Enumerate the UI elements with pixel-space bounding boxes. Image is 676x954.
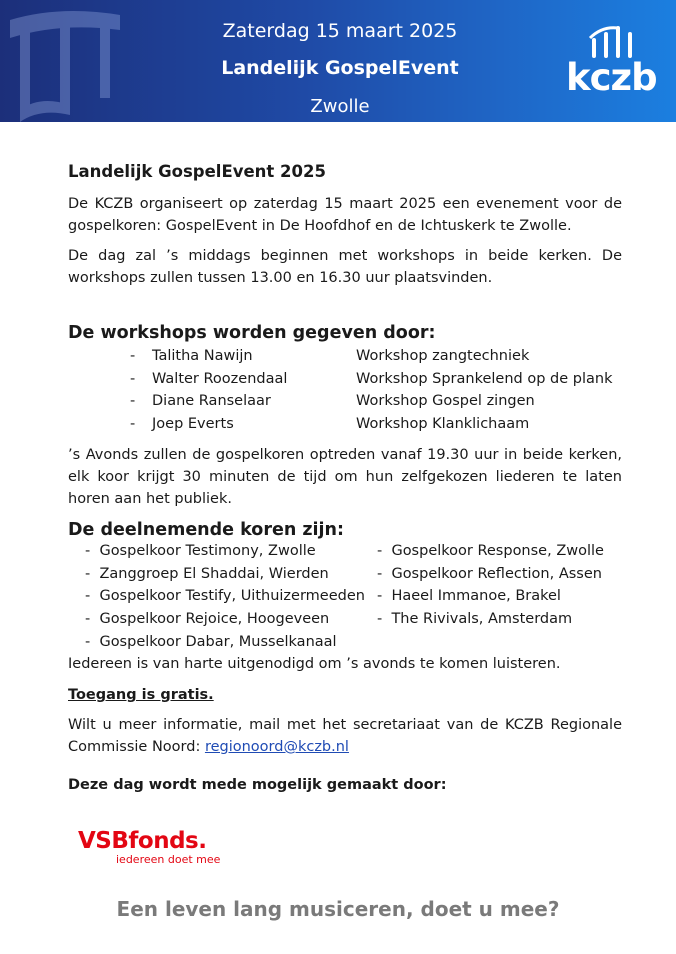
choir-name: Gospelkoor Dabar, Musselkanaal bbox=[99, 634, 337, 650]
choir-item: - Gospelkoor Testimony, Zwolle bbox=[85, 543, 316, 559]
kczb-logo-notes-icon bbox=[566, 24, 662, 60]
list-dash: - bbox=[130, 416, 136, 432]
workshop-topic: Workshop Sprankelend op de plank bbox=[356, 371, 613, 387]
choir-list bbox=[68, 540, 622, 652]
choir-name: Haeel Immanoe, Brakel bbox=[391, 588, 561, 604]
choir-name: Gospelkoor Testimony, Zwolle bbox=[99, 543, 316, 559]
workshop-time-paragraph: De dag zal ’s middags beginnen met workshops in beide kerken. De workshops zullen tussen 13.00 en 16.30 uur plaatsvinden. bbox=[68, 248, 622, 286]
workshop-teacher: Diane Ranselaar bbox=[152, 393, 271, 409]
vsb-text: VSB bbox=[78, 828, 129, 854]
evening-paragraph: ’s Avonds zullen de gospelkoren optreden vanaf 19.30 uur in beide kerken, elk koor krijgt 30 minuten de tijd om hun zelfgekozen liederen te laten horen aan het publiek. bbox=[68, 447, 622, 507]
kczb-logo bbox=[566, 24, 662, 98]
choir-item: - Gospelkoor Testify, Uithuizermeeden bbox=[85, 588, 365, 604]
fonds-text: fonds. bbox=[128, 828, 207, 854]
list-dash: - bbox=[130, 371, 136, 387]
workshop-item bbox=[68, 368, 622, 390]
info-text: Wilt u meer informatie, mail met het secretariaat van de KCZB Regionale Commissie Noord: bbox=[68, 717, 622, 755]
vsb-tagline: iedereen doet mee bbox=[116, 853, 221, 866]
event-date: Zaterdag 15 maart 2025 bbox=[222, 20, 458, 42]
workshop-item bbox=[68, 345, 622, 367]
event-city: Zwolle bbox=[310, 96, 370, 117]
article-heading: Landelijk GospelEvent 2025 bbox=[68, 162, 326, 181]
vsb-fonds-wordmark bbox=[78, 828, 206, 854]
choir-item: - Gospelkoor Dabar, Musselkanaal bbox=[85, 634, 337, 650]
workshop-teacher: Talitha Nawijn bbox=[152, 348, 253, 364]
choir-name: Gospelkoor Testify, Uithuizermeeden bbox=[99, 588, 365, 604]
sponsor-heading: Deze dag wordt mede mogelijk gemaakt door: bbox=[68, 777, 447, 793]
workshop-teacher: Walter Roozendaal bbox=[152, 371, 288, 387]
choir-item: - The Rivivals, Amsterdam bbox=[377, 611, 573, 627]
music-notes-decoration bbox=[0, 0, 170, 122]
info-paragraph bbox=[68, 714, 622, 758]
workshop-item bbox=[68, 413, 622, 435]
invite-text: Iedereen is van harte uitgenodigd om ’s avonds te komen luisteren. bbox=[68, 656, 561, 672]
vsb-fonds-logo bbox=[78, 828, 238, 872]
choirs-heading: De deelnemende koren zijn: bbox=[68, 520, 345, 540]
header-banner bbox=[0, 0, 676, 122]
choir-name: Gospelkoor Rejoice, Hoogeveen bbox=[99, 611, 330, 627]
list-dash: - bbox=[130, 348, 136, 364]
intro-paragraph: De KCZB organiseert op zaterdag 15 maart 2025 een evenement voor de gospelkoren: GospelEvent in De Hoofdhof en de Ichtuskerk te Zwolle. bbox=[68, 196, 622, 234]
choir-item: - Gospelkoor Rejoice, Hoogeveen bbox=[85, 611, 330, 627]
choir-name: Zanggroep El Shaddai, Wierden bbox=[99, 566, 329, 582]
choir-item: - Gospelkoor Reflection, Assen bbox=[377, 566, 602, 582]
workshop-topic: Workshop Klanklichaam bbox=[356, 416, 530, 432]
footer-slogan: Een leven lang musiceren, doet u mee? bbox=[116, 897, 560, 921]
choir-name: Gospelkoor Response, Zwolle bbox=[391, 543, 604, 559]
choir-item: - Zanggroep El Shaddai, Wierden bbox=[85, 566, 329, 582]
choir-item: - Gospelkoor Response, Zwolle bbox=[377, 543, 604, 559]
email-link[interactable]: regionoord@kczb.nl bbox=[204, 739, 349, 755]
kczb-logo-text: kczb bbox=[566, 56, 657, 99]
workshop-teacher: Joep Everts bbox=[152, 416, 234, 432]
workshop-item bbox=[68, 390, 622, 412]
choir-name: Gospelkoor Reflection, Assen bbox=[391, 566, 602, 582]
choir-name: The Rivivals, Amsterdam bbox=[391, 611, 573, 627]
list-dash: - bbox=[130, 393, 136, 409]
event-title: Landelijk GospelEvent bbox=[221, 57, 459, 79]
workshop-topic: Workshop Gospel zingen bbox=[356, 393, 535, 409]
choir-item: - Haeel Immanoe, Brakel bbox=[377, 588, 561, 604]
free-entry-text: Toegang is gratis. bbox=[68, 687, 214, 703]
workshop-topic: Workshop zangtechniek bbox=[356, 348, 530, 364]
workshops-heading: De workshops worden gegeven door: bbox=[68, 323, 436, 343]
